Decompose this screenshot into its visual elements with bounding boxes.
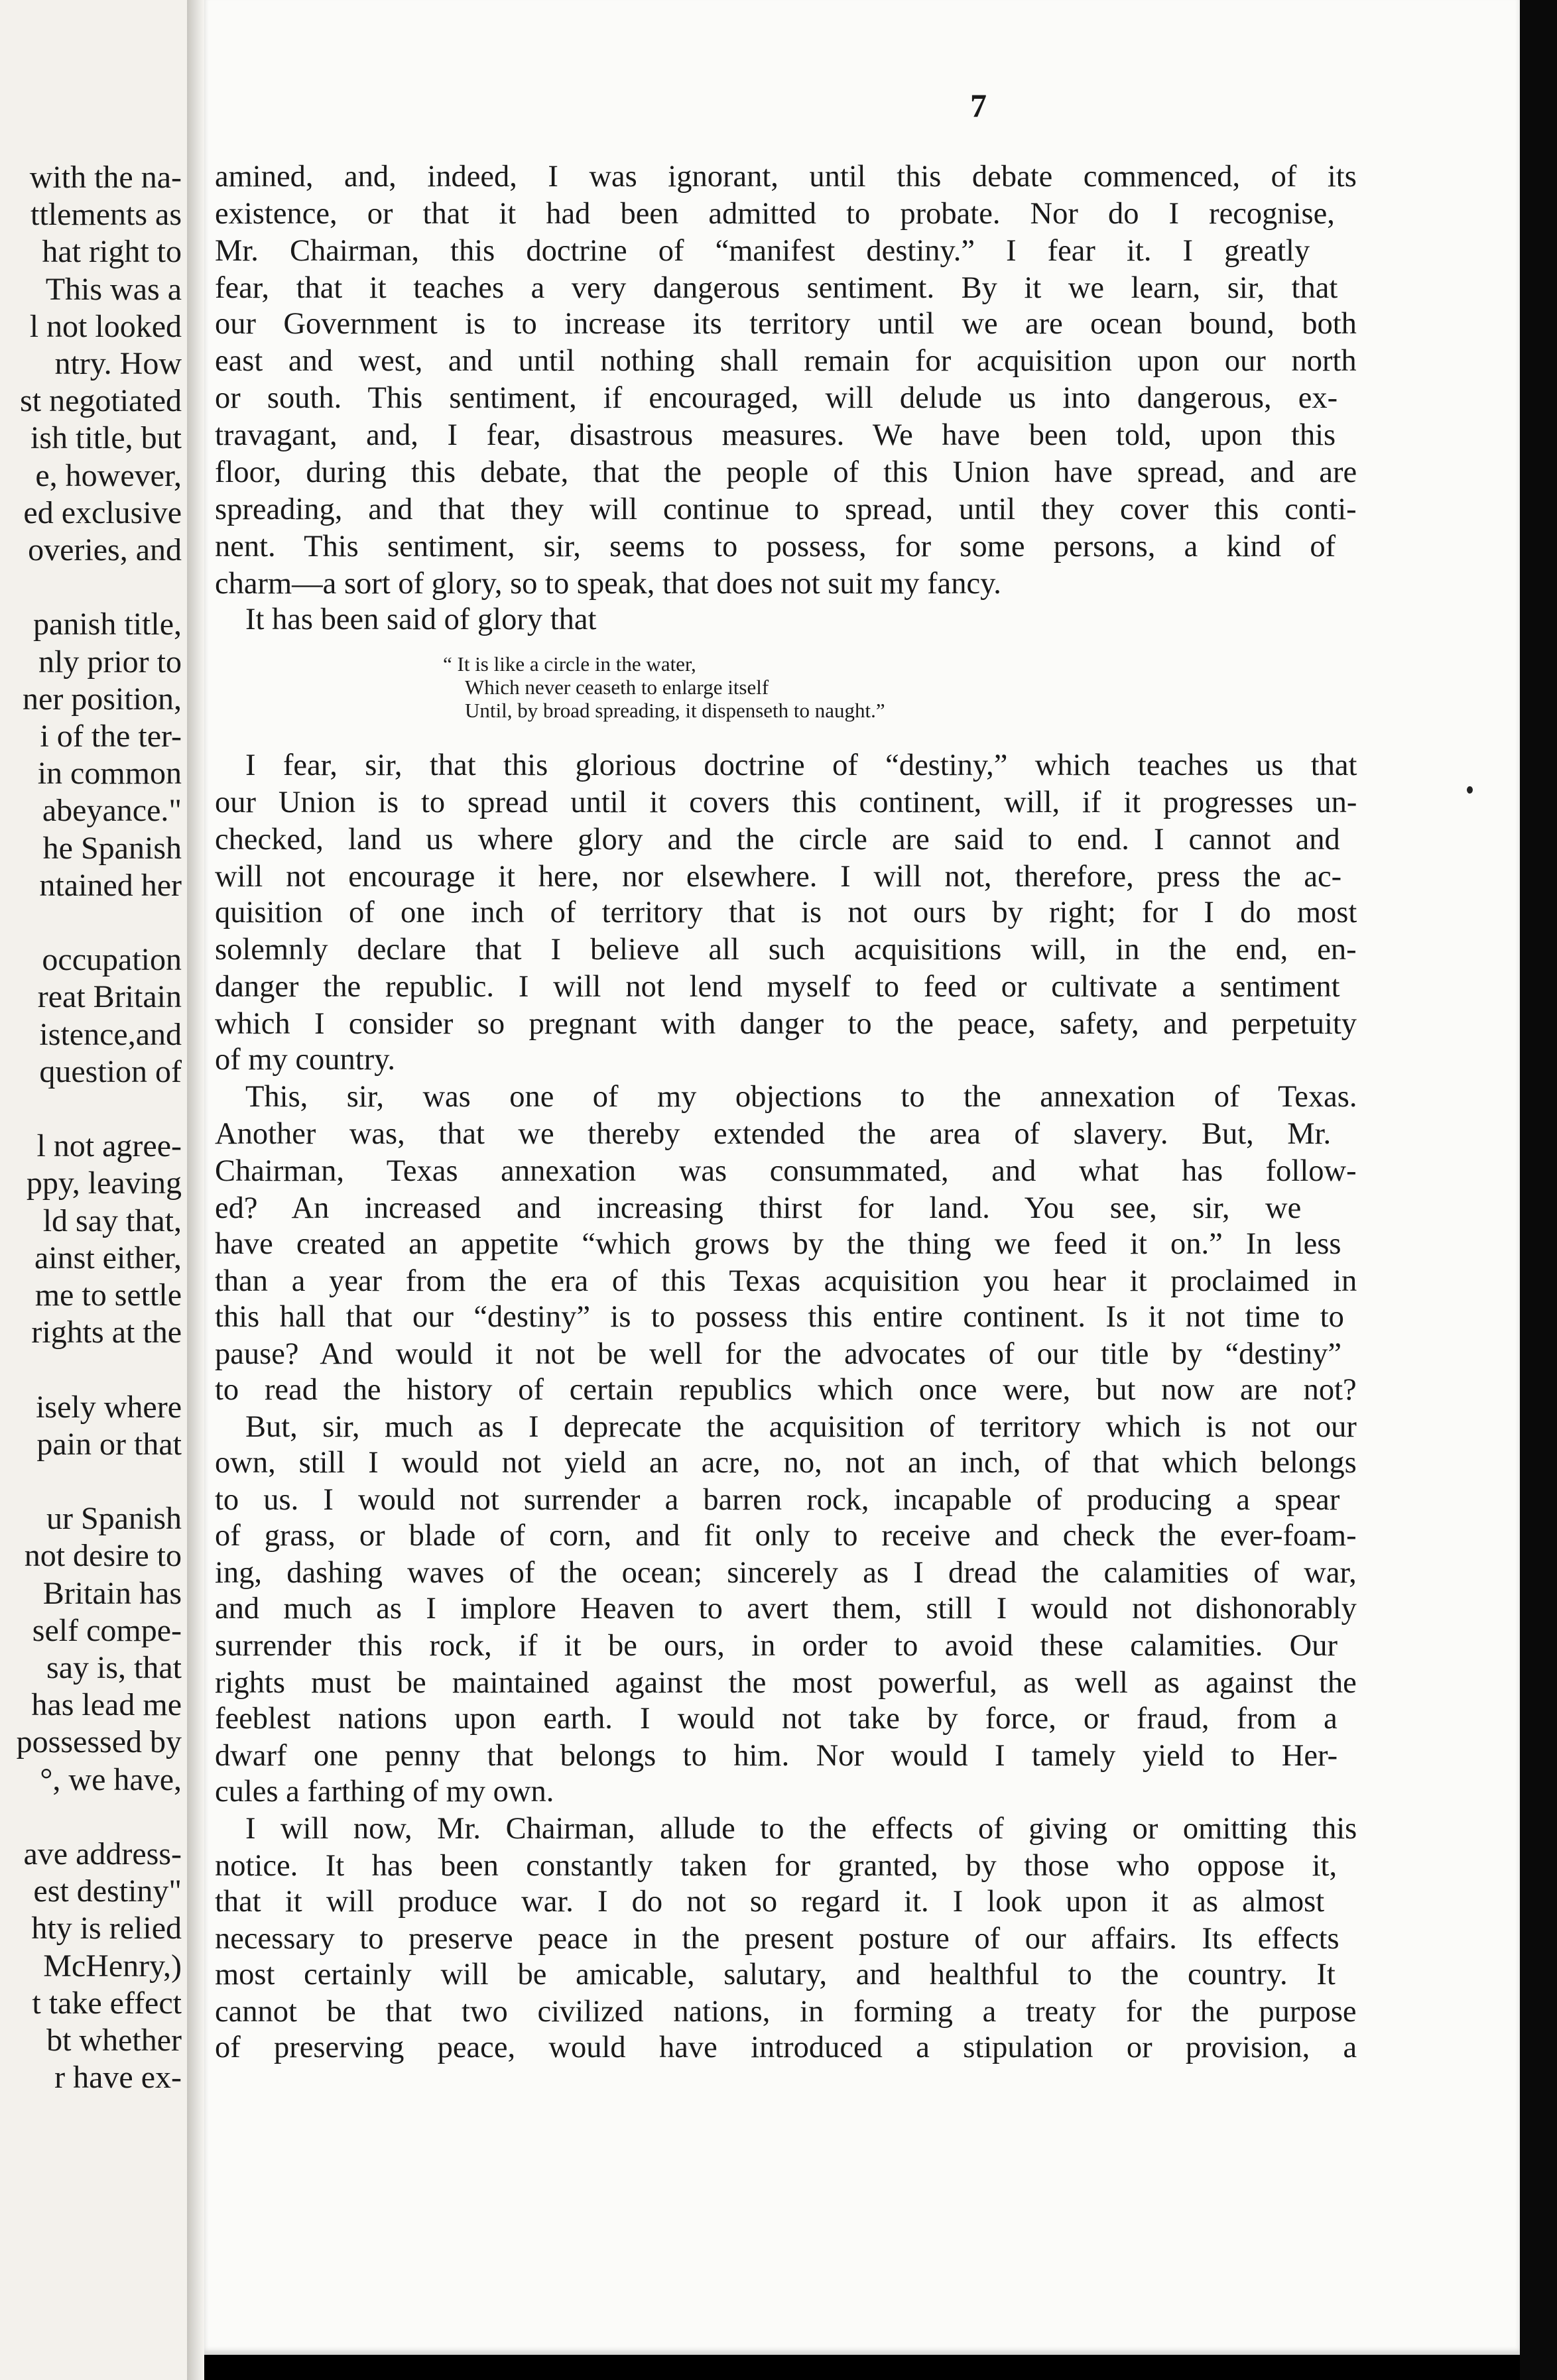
text-line: to read the history of certain republics which once were, but now are not? [215, 1373, 1357, 1407]
left-page-line: he Spanish [42, 830, 182, 866]
left-page-line: ish title, but [31, 420, 182, 456]
left-page-line: possessed by [16, 1724, 182, 1760]
text-line: feeblest nations upon earth. I would not take by force, or fraud, from a [215, 1702, 1338, 1736]
text-line: pause? And would it not be well for the advocates of our title by “destiny” [215, 1337, 1342, 1371]
left-page-line: McHenry,) [43, 1948, 182, 1984]
left-page-line: °, we have, [40, 1761, 182, 1797]
left-page-line: rights at the [31, 1315, 182, 1350]
left-page-line: in common [37, 756, 182, 792]
left-page-line: l not looked [29, 308, 182, 344]
ink-speck [1467, 786, 1473, 794]
text-line: dwarf one penny that belongs to him. Nor would I tamely yield to Her- [215, 1739, 1338, 1773]
left-page-line: abeyance." [42, 793, 182, 829]
left-page-line: ainst either, [34, 1240, 182, 1276]
text-line: Chairman, Texas annexation was consummated, and what has follow- [215, 1154, 1357, 1188]
left-page-line: est destiny" [33, 1874, 182, 1909]
left-page-line: istence,and [39, 1016, 182, 1052]
left-page-line: ner position, [23, 681, 182, 717]
left-page-line: bt whether [46, 2023, 182, 2058]
verse-line: Until, by broad spreading, it dispenseth to naught.” [465, 699, 885, 722]
text-line: surrender this rock, if it be ours, in order to avoid these calamities. Our [215, 1629, 1338, 1663]
text-line: checked, land us where glory and the circle are said to end. I cannot and [215, 823, 1340, 857]
left-page-line: has lead me [31, 1687, 182, 1723]
text-line: of preserving peace, would have introduced a stipulation or provision, a [215, 2031, 1357, 2064]
text-line: or south. This sentiment, if encouraged, will delude us into dangerous, ex- [215, 381, 1338, 415]
left-page-line: question of [39, 1053, 182, 1089]
left-page-line: not desire to [24, 1538, 182, 1574]
left-page-line: l not agree- [36, 1128, 182, 1164]
text-line: ed? An increased and increasing thirst for land. You see, sir, we [215, 1191, 1302, 1225]
text-line: It has been said of glory that [245, 603, 597, 636]
left-page-line: ntained her [39, 867, 182, 903]
page [204, 0, 1520, 2355]
left-page-line: ntry. How [54, 346, 182, 381]
text-line: quisition of one inch of territory that is not ours by right; for I do most [215, 896, 1357, 929]
left-page-line: self compe- [32, 1612, 182, 1648]
left-page-line: t take effect [32, 1985, 182, 2021]
text-line: solemnly declare that I believe all such acquisitions will, in the end, en- [215, 933, 1357, 967]
book-gutter [187, 0, 204, 2380]
page-number: 7 [970, 87, 987, 124]
left-page-line: with the na- [29, 160, 182, 195]
left-page-line: ttlements as [31, 197, 182, 233]
text-line: Another was, that we thereby extended the area of slavery. But, Mr. [215, 1117, 1332, 1151]
left-page-line: nly prior to [38, 644, 182, 680]
text-line: floor, during this debate, that the people of this Union have spread, and are [215, 455, 1357, 489]
text-line: fear, that it teaches a very dangerous sentiment. By it we learn, sir, that [215, 271, 1338, 305]
text-line: nent. This sentiment, sir, seems to possess, for some persons, a kind of [215, 530, 1336, 564]
text-line: necessary to preserve peace in the present posture of our affairs. Its effects [215, 1922, 1339, 1956]
text-line: charm—a sort of glory, so to speak, that does not suit my fancy. [215, 567, 1001, 601]
text-line: this hall that our “destiny” is to possess this entire continent. Is it not time to [215, 1300, 1344, 1334]
left-page-line: r have ex- [54, 2060, 182, 2096]
verse-line: “ It is like a circle in the water, [443, 652, 696, 676]
left-page-line: i of the ter- [40, 719, 182, 754]
text-line: that it will produce war. I do not so regard it. I look upon it as almost [215, 1885, 1325, 1919]
verse-line: Which never ceaseth to enlarge itself [465, 676, 769, 699]
left-page-line: hty is relied [31, 1911, 182, 1946]
text-line: most certainly will be amicable, salutary, and healthful to the country. It [215, 1958, 1336, 1992]
left-page-line: ppy, leaving [26, 1165, 182, 1201]
text-line: I fear, sir, that this glorious doctrine of “destiny,” which teaches us that [245, 748, 1357, 782]
text-line: to us. I would not surrender a barren rock, incapable of producing a spear [215, 1483, 1340, 1517]
left-page-line: occupation [42, 942, 182, 978]
text-line: danger the republic. I will not lend myself to feed or cultivate a sentiment [215, 970, 1340, 1004]
left-page-line: Britain has [42, 1575, 182, 1611]
text-line: Mr. Chairman, this doctrine of “manifest destiny.” I fear it. I greatly [215, 234, 1310, 268]
left-page-line: say is, that [46, 1650, 182, 1685]
text-line: notice. It has been constantly taken for granted, by those who oppose it, [215, 1849, 1338, 1883]
left-page-line: reat Britain [37, 979, 182, 1015]
left-page-line: me to settle [34, 1278, 182, 1313]
text-line: which I consider so pregnant with danger to the peace, safety, and perpetuity [215, 1007, 1357, 1041]
text-line: of my country. [215, 1043, 396, 1077]
left-page-line: ld say that, [42, 1203, 182, 1238]
text-line: our Union is to spread until it covers this continent, will, if it progresses un- [215, 786, 1357, 819]
text-line: I will now, Mr. Chairman, allude to the effects of giving or omitting this [245, 1812, 1357, 1846]
text-line: east and west, and until nothing shall remain for acquisition upon our north [215, 344, 1357, 378]
left-page-line: pain or that [36, 1426, 182, 1462]
left-page-line: hat right to [42, 234, 182, 270]
left-page-line: This was a [45, 271, 182, 307]
left-page-line: panish title, [33, 607, 182, 642]
text-line: of grass, or blade of corn, and fit only to receive and check the ever-foam- [215, 1519, 1357, 1553]
text-line: existence, or that it had been admitted to probate. Nor do I recognise, [215, 197, 1335, 231]
left-page-line: ave address- [23, 1836, 182, 1872]
text-line: have created an appetite “which grows by the thing we feed it on.” In less [215, 1227, 1341, 1261]
left-page-line: overies, and [28, 532, 182, 567]
left-page-line: st negotiated [20, 383, 182, 419]
left-page-line: ur Spanish [46, 1501, 182, 1537]
text-line: ing, dashing waves of the ocean; sincerely as I dread the calamities of war, [215, 1556, 1357, 1590]
text-line: and much as I implore Heaven to avert them, still I would not dishonorably [215, 1592, 1357, 1626]
left-page-line: ed exclusive [23, 495, 182, 530]
text-line: than a year from the era of this Texas acquisition you hear it proclaimed in [215, 1264, 1357, 1298]
text-line: spreading, and that they will continue to spread, until they cover this conti- [215, 493, 1357, 526]
left-page-line: e, however, [35, 457, 182, 493]
page-edge [1520, 0, 1557, 2380]
text-line: own, still I would not yield an acre, no, not an inch, of that which belongs [215, 1446, 1357, 1480]
text-line: rights must be maintained against the most powerful, as well as against the [215, 1666, 1357, 1700]
text-line: will not encourage it here, nor elsewhere. I will not, therefore, press the ac- [215, 860, 1342, 894]
text-line: But, sir, much as I deprecate the acquisition of territory which is not our [245, 1410, 1357, 1444]
text-line: This, sir, was one of my objections to the annexation of Texas. [245, 1080, 1357, 1114]
text-line: travagant, and, I fear, disastrous measures. We have been told, upon this [215, 418, 1336, 452]
text-line: cannot be that two civilized nations, in forming a treaty for the purpose [215, 1995, 1357, 2029]
text-line: our Government is to increase its territory until we are ocean bound, both [215, 307, 1357, 341]
text-line: amined, and, indeed, I was ignorant, until this debate commenced, of its [215, 160, 1357, 194]
previous-page-fragment [0, 0, 187, 2380]
text-line: cules a farthing of my own. [215, 1775, 554, 1809]
left-page-line: isely where [36, 1389, 182, 1425]
